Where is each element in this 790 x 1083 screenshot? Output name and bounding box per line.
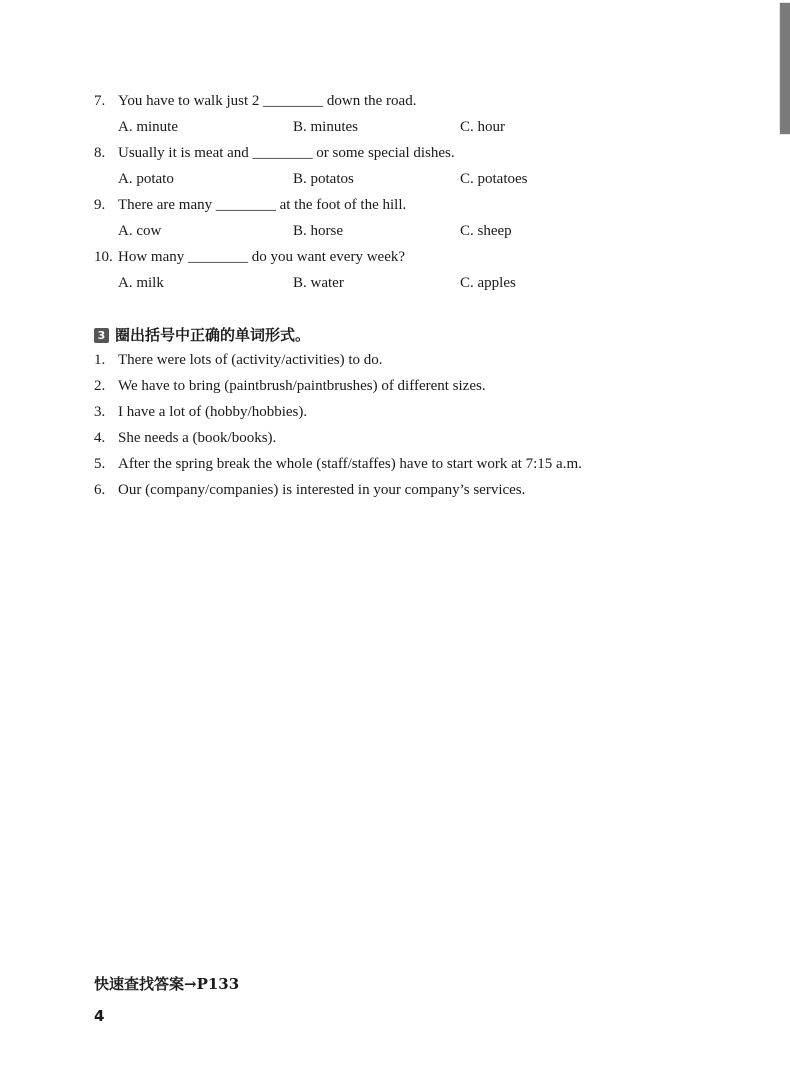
item-number: 6.: [94, 482, 106, 498]
question-text: There are many ________ at the foot of the hill.: [118, 197, 407, 213]
option[interactable]: A. cow: [118, 223, 162, 239]
scrollbar-thumb[interactable]: [779, 2, 790, 135]
item-text: I have a lot of (hobby/hobbies).: [118, 404, 308, 420]
option[interactable]: C. potatoes: [460, 171, 528, 187]
option[interactable]: C. hour: [460, 119, 505, 135]
question-number: 10.: [94, 249, 113, 265]
option[interactable]: C. apples: [460, 275, 516, 291]
option[interactable]: A. minute: [118, 119, 178, 135]
option[interactable]: B. water: [293, 275, 344, 291]
question-number: 9.: [94, 197, 106, 213]
item-text: After the spring break the whole (staff/staffes) have to start work at 7:15 a.m.: [118, 456, 582, 472]
option[interactable]: B. minutes: [293, 119, 359, 135]
item-text: We have to bring (paintbrush/paintbrushes) of different sizes.: [118, 378, 486, 394]
question-text: Usually it is meat and ________ or some special dishes.: [118, 145, 455, 161]
option[interactable]: B. horse: [293, 223, 343, 239]
section-badge: 3: [94, 328, 109, 343]
item-text: There were lots of (activity/activities) to do.: [118, 352, 383, 368]
option[interactable]: B. potatos: [293, 171, 354, 187]
option[interactable]: A. milk: [118, 275, 164, 291]
option[interactable]: A. potato: [118, 171, 174, 187]
question-number: 8.: [94, 145, 106, 161]
section-title: 圈出括号中正确的单词形式。: [115, 326, 311, 344]
item-number: 4.: [94, 430, 106, 446]
section-3-heading: [94, 325, 310, 345]
question-text: You have to walk just 2 ________ down the road.: [118, 93, 417, 109]
item-number: 2.: [94, 378, 106, 394]
question-number: 7.: [94, 93, 106, 109]
answer-link[interactable]: 快速查找答案→P133: [94, 975, 240, 993]
item-number: 3.: [94, 404, 106, 420]
item-number: 1.: [94, 352, 106, 368]
option[interactable]: C. sheep: [460, 223, 512, 239]
item-text: Our (company/companies) is interested in your company’s services.: [118, 482, 526, 498]
page-number: 4: [94, 1007, 105, 1025]
item-text: She needs a (book/books).: [118, 430, 277, 446]
item-number: 5.: [94, 456, 106, 472]
question-text: How many ________ do you want every week?: [118, 249, 406, 265]
